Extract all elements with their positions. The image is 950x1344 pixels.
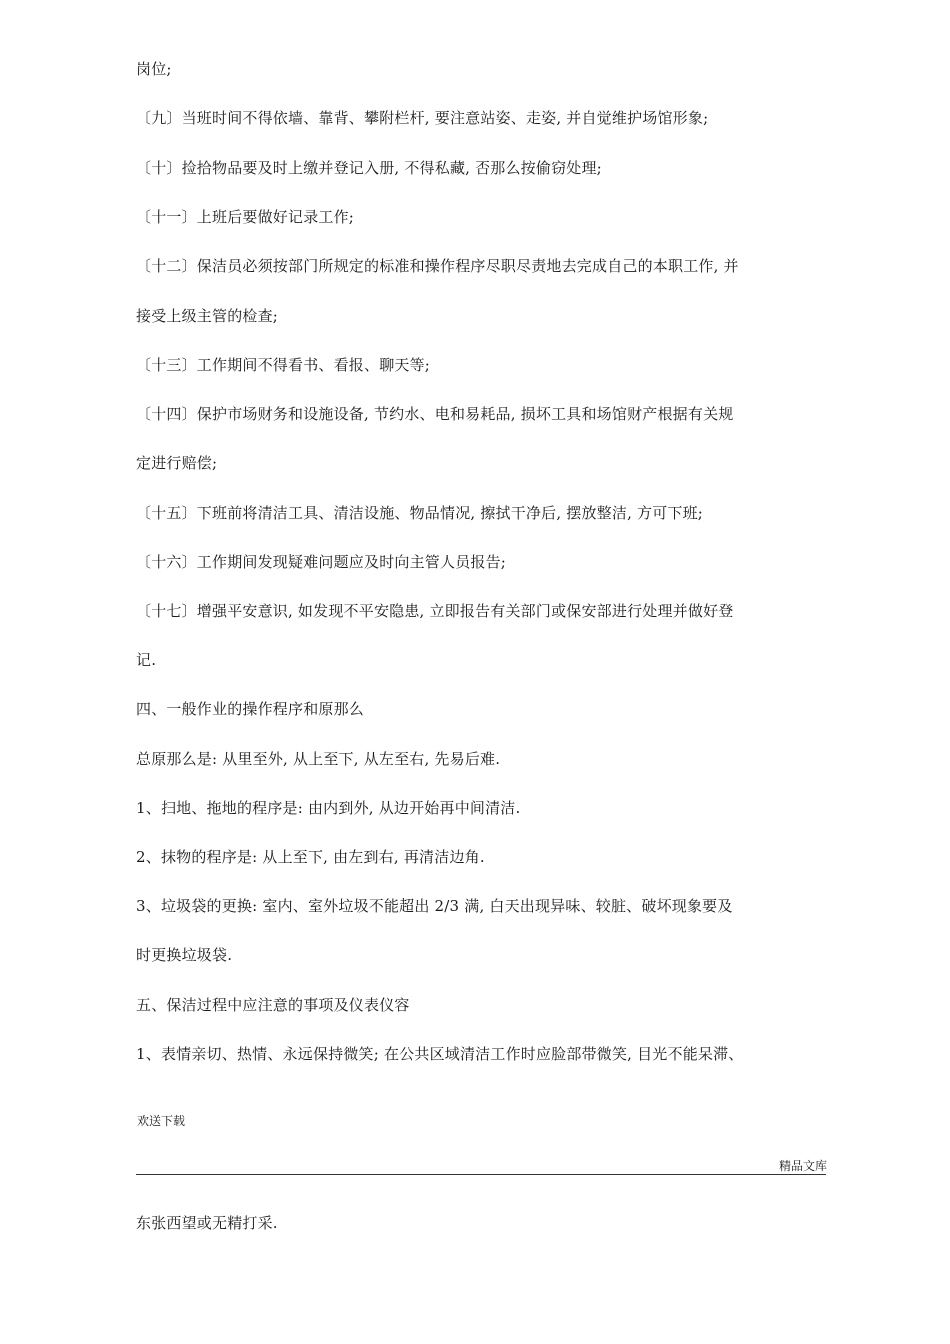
text-line: 〔十五〕下班前将清洁工具、清洁设施、物品情况, 擦拭干净后, 摆放整洁, 方可下班;	[136, 504, 704, 522]
text-line: 1、扫地、拖地的程序是: 由内到外, 从边开始再中间清洁.	[136, 799, 521, 817]
text-line: 岗位;	[136, 60, 172, 78]
text-line: 〔十六〕工作期间发现疑难问题应及时向主管人员报告;	[136, 553, 507, 571]
page-footer: 欢送下载	[137, 1114, 186, 1128]
text-line: 〔十三〕工作期间不得看书、看报、聊天等;	[136, 356, 431, 374]
text-line: 定进行赔偿;	[136, 454, 218, 472]
text-line: 3、垃圾袋的更换: 室内、室外垃圾不能超出 2/3 满, 白天出现异味、较脏、破坏现象要及	[136, 897, 733, 915]
section-heading: 五、保洁过程中应注意的事项及仪表仪容	[136, 996, 410, 1014]
text-line: 2、抹物的程序是: 从上至下, 由左到右, 再清洁边角.	[136, 848, 485, 866]
text-line: 接受上级主管的检查;	[136, 307, 279, 325]
page-header: 精品文库	[778, 1159, 827, 1173]
text-line: 东张西望或无精打采.	[136, 1214, 278, 1232]
text-line: 〔九〕当班时间不得依墙、靠背、攀附栏杆, 要注意站姿、走姿, 并自觉维护场馆形象;	[136, 109, 709, 127]
text-line: 〔十四〕保护市场财务和设施设备, 节约水、电和易耗品, 损坏工具和场馆财产根据有关规	[136, 405, 734, 423]
text-line: 〔十一〕上班后要做好记录工作;	[136, 208, 355, 226]
page-divider	[136, 1174, 826, 1175]
text-line: 〔十七〕增强平安意识, 如发现不平安隐患, 立即报告有关部门或保安部进行处理并做好登	[136, 602, 734, 620]
text-line: 时更换垃圾袋.	[136, 946, 233, 964]
text-line: 记.	[136, 651, 157, 669]
text-line: 〔十〕捡拾物品要及时上缴并登记入册, 不得私藏, 否那么按偷窃处理;	[136, 159, 602, 177]
text-line: 总原那么是: 从里至外, 从上至下, 从左至右, 先易后难.	[136, 750, 501, 768]
text-line: 〔十二〕保洁员必须按部门所规定的标准和操作程序尽职尽责地去完成自己的本职工作, 并	[136, 257, 739, 275]
section-heading: 四、一般作业的操作程序和原那么	[136, 700, 365, 718]
text-line: 1、表情亲切、热情、永远保持微笑; 在公共区域清洁工作时应脸部带微笑, 目光不能呆滞、	[136, 1045, 744, 1063]
